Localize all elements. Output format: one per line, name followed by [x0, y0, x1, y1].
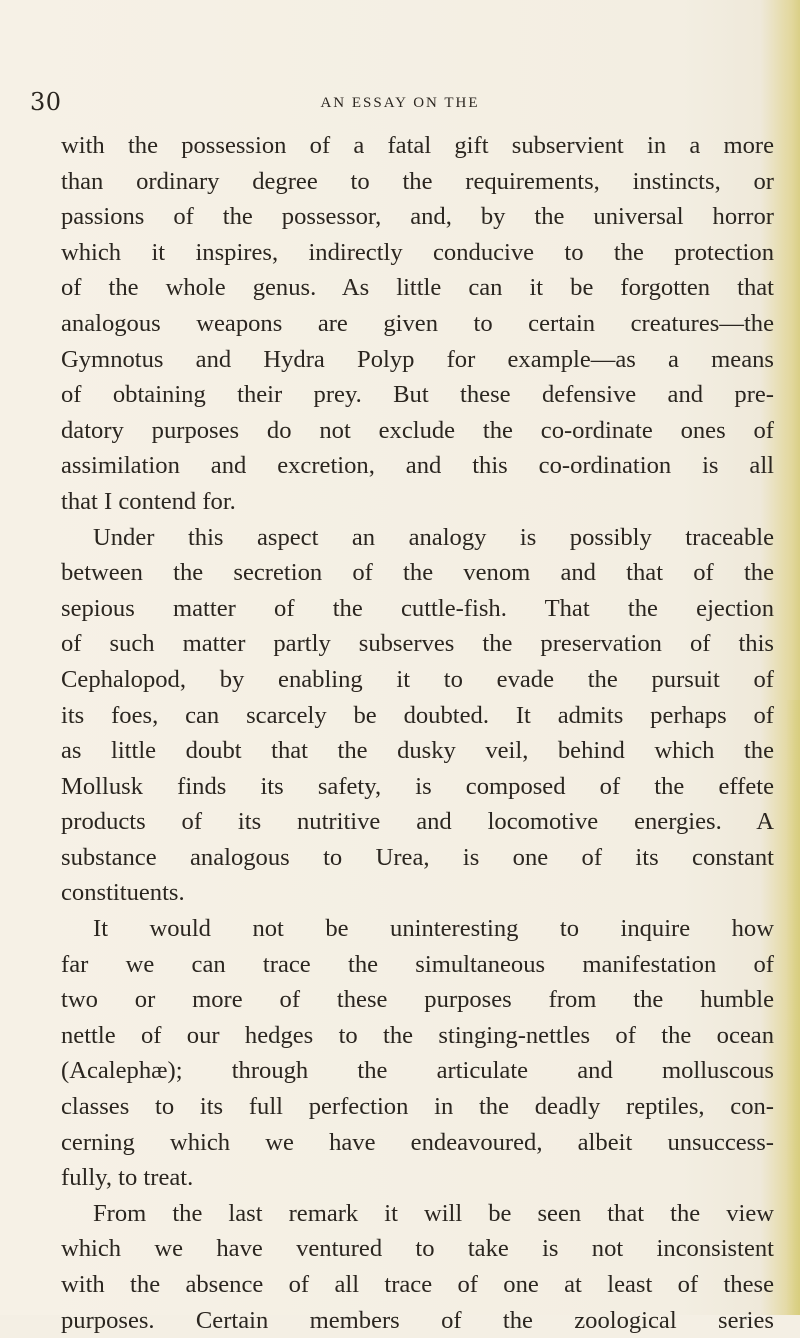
text-line: its foes, can scarcely be doubted. It admits perhaps of [61, 701, 774, 729]
text-line: of obtaining their prey. But these defensive and pre- [61, 381, 774, 409]
text-line: with the possession of a fatal gift subservient in a more [61, 132, 774, 159]
text-line: classes to its full perfection in the deadly reptiles, con- [61, 1093, 774, 1121]
paragraph-start-line: Under this aspect an analogy is possibly traceable [93, 523, 774, 551]
body-text [61, 128, 774, 1338]
paragraph-end-line: fully, to treat. [61, 1164, 194, 1192]
text-line: as little doubt that the dusky veil, behind which the [61, 737, 774, 765]
text-line: Cephalopod, by enabling it to evade the pursuit of [61, 665, 774, 693]
text-line: than ordinary degree to the requirements, instincts, or [61, 167, 774, 195]
text-line: purposes. Certain members of the zoological series [61, 1306, 774, 1334]
paragraph-start-line: It would not be uninteresting to inquire how [93, 915, 774, 943]
paragraph-end-line: constituents. [61, 879, 185, 907]
text-line: two or more of these purposes from the humble [61, 986, 774, 1014]
paragraph-start-line: From the last remark it will be seen that the view [93, 1199, 774, 1227]
text-line: analogous weapons are given to certain creatures—the [61, 309, 774, 337]
text-line: substance analogous to Urea, is one of its constant [61, 843, 774, 871]
text-line: with the absence of all trace of one at least of these [61, 1271, 774, 1298]
text-line: nettle of our hedges to the stinging-nettles of the ocean [61, 1021, 774, 1049]
text-line: which we have ventured to take is not inconsistent [61, 1235, 774, 1263]
page-number: 30 [30, 88, 62, 116]
text-line: datory purposes do not exclude the co-ordinate ones of [61, 416, 774, 444]
page-header [30, 88, 770, 118]
page-edge-stain [786, 700, 800, 1315]
text-line: assimilation and excretion, and this co-ordination is all [61, 452, 774, 480]
text-line: products of its nutritive and locomotive energies. A [61, 808, 774, 836]
text-line: between the secretion of the venom and that of the [61, 559, 774, 587]
text-line: far we can trace the simultaneous manifestation of [61, 950, 774, 978]
paragraph-end-line: that I contend for. [61, 487, 236, 515]
text-line: Mollusk finds its safety, is composed of the effete [61, 772, 774, 800]
text-line: which it inspires, indirectly conducive to the protection [61, 238, 774, 266]
text-line: passions of the possessor, and, by the universal horror [61, 203, 774, 231]
text-line: cerning which we have endeavoured, albeit unsuccess- [61, 1128, 774, 1156]
text-line: of such matter partly subserves the preservation of this [61, 630, 774, 658]
text-line: sepious matter of the cuttle-fish. That the ejection [61, 594, 774, 622]
text-line: of the whole genus. As little can it be forgotten that [61, 274, 774, 302]
text-line: (Acalephæ); through the articulate and molluscous [61, 1057, 774, 1085]
running-head: AN ESSAY ON THE [320, 95, 480, 111]
text-line: Gymnotus and Hydra Polyp for example—as a means [61, 345, 774, 373]
